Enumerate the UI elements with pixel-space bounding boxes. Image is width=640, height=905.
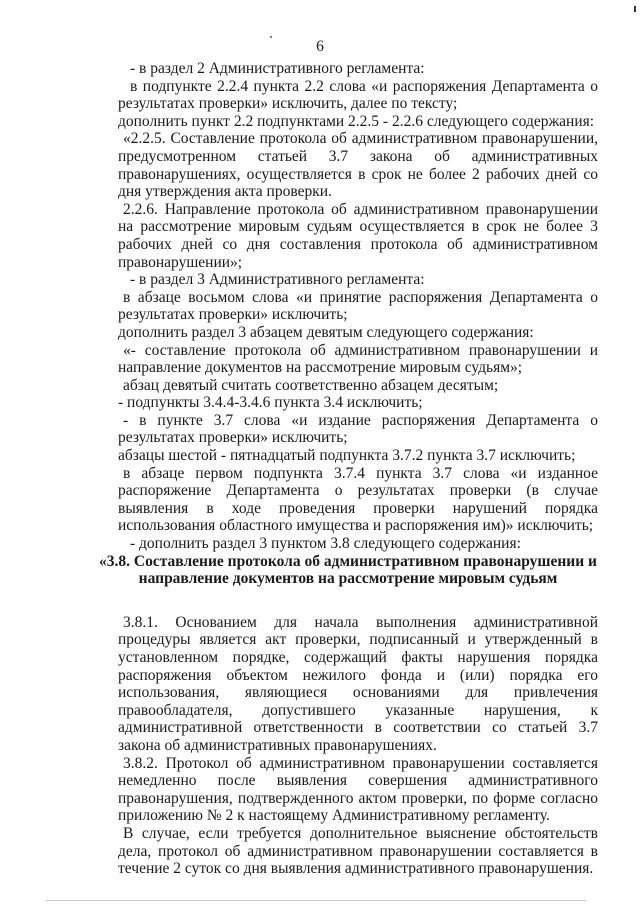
paragraph-2: в подпункте 2.2.4 пункта 2.2 слова «и распоряжения Департамента о результатах проверки» исключить, далее по тексту; bbox=[118, 77, 598, 113]
paragraph-6: - в раздел 3 Административного регламента: bbox=[130, 271, 425, 289]
spacer bbox=[118, 588, 598, 614]
paragraph-12: - в пункте 3.7 слова «и издание распоряжения Департамента о результатах проверки» исключить; bbox=[118, 411, 598, 447]
paragraph-4: «2.2.5. Составление протокола об административном правонарушении, предусмотренном статьей 3.7 закона об административных правонарушениях, осуществляется в срок не более 2 рабочих дней со дня утверждения акта проверки. bbox=[118, 130, 598, 201]
paragraph-7: в абзаце восьмом слова «и принятие распоряжения Департамента о результатах проверки» исключить; bbox=[118, 288, 598, 324]
paragraph-9: «- составление протокола об административном правонарушении и направление документов на рассмотрение мировым судьям»; bbox=[118, 341, 598, 377]
page-number: 6 bbox=[316, 38, 324, 55]
paragraph-11: - подпункты 3.4.4-3.4.6 пункта 3.4 исключить; bbox=[118, 394, 423, 412]
paragraph-15: - дополнить раздел 3 пунктом 3.8 следующего содержания: bbox=[130, 535, 521, 553]
paragraph-10: абзац девятый считать соответственно абзацем десятым; bbox=[123, 376, 499, 394]
paragraph-8: дополнить раздел 3 абзацем девятым следующего содержания: bbox=[118, 323, 534, 341]
section-paragraph-2: 3.8.2. Протокол об административном правонарушении составляется немедленно после выявления совершения административного правонарушения, подтвержденного актом проверки, по форме согласно приложению № 2 к настоящему Административному регламенту. bbox=[118, 754, 598, 825]
section-paragraph-1: 3.8.1. Основанием для начала выполнения административной процедуры является акт проверки, подписанный и утвержденный в установленном порядке, содержащий факты нарушения порядка распоряжения объектом нежилого фонда и (или) порядка его использования, являющиеся основаниями для привлечения правообладателя, допустившего указанные нарушения, к административной ответственности в соответствии со статьей 3.7 закона об административных правонарушениях. bbox=[118, 613, 598, 754]
paragraph-14: в абзаце первом подпункта 3.7.4 пункта 3.7 слова «и изданное распоряжение Департамента о результатах проверки (в случае выявления в ходе проведения проверки нарушений порядка использования областного имущества и распоряжения им)» исключить; bbox=[118, 464, 598, 535]
scan-edge bbox=[46, 900, 586, 901]
paragraph-13: абзацы шестой - пятнадцатый подпункта 3.7.2 пункта 3.7 исключить; bbox=[118, 447, 576, 465]
paragraph-5: 2.2.6. Направление протокола об административном правонарушении на рассмотрение мировым судьям осуществляется в срок не более 3 рабочих дней со дня составления протокола об административном правонарушении»; bbox=[118, 200, 598, 271]
paragraph-3: дополнить пункт 2.2 подпунктами 2.2.5 - 2.2.6 следующего содержания: bbox=[118, 112, 595, 130]
section-heading: «3.8. Составление протокола об административном правонарушении и направление документов на рассмотрение мировым судьям bbox=[99, 552, 597, 588]
document-body bbox=[99, 60, 598, 878]
paragraph-1: - в раздел 2 Административного регламента: bbox=[130, 60, 425, 77]
scan-mark bbox=[634, 6, 636, 12]
section-paragraph-3: В случае, если требуется дополнительное выяснение обстоятельств дела, протокол об административном правонарушении составляется в течение 2 суток со дня выявления административного правонарушения. bbox=[118, 824, 598, 878]
